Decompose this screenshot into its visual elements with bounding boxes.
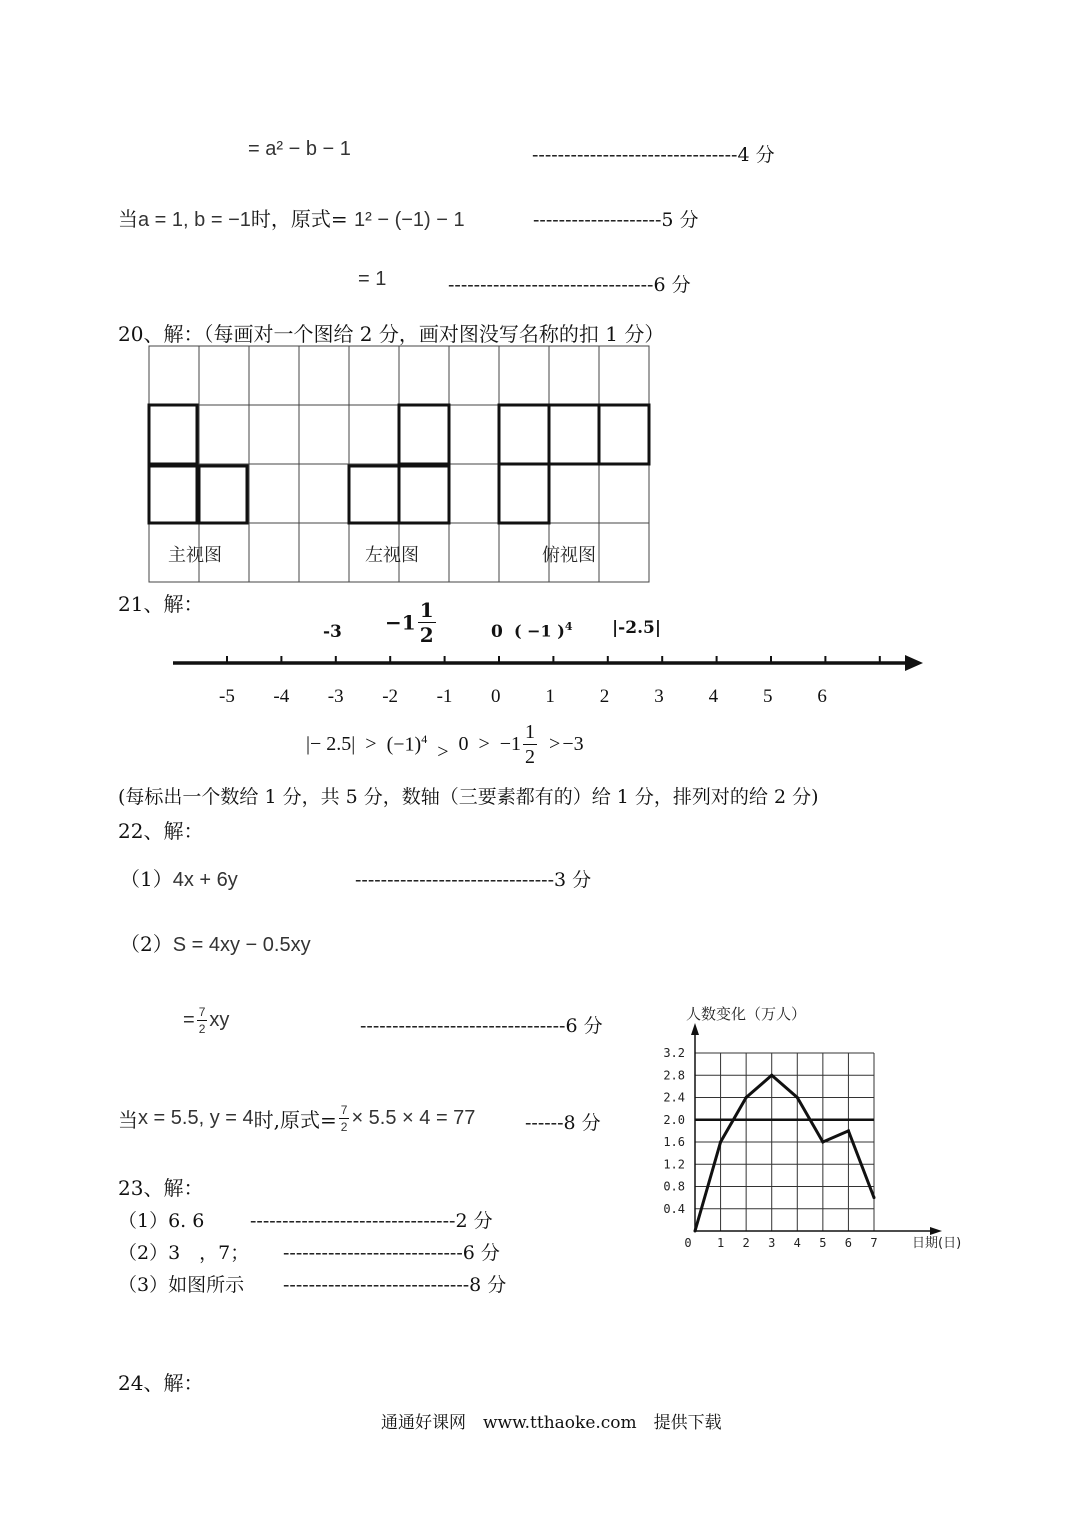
x-axis-arrow-icon [930, 1227, 942, 1235]
number-line-arrow-icon [905, 655, 923, 671]
chart-ylabel: 人数变化（万人） [686, 1005, 807, 1023]
y-tick-label: 3.2 [663, 1046, 685, 1060]
footer-text: 通通好课网 www.tthaoke.com 提供下载 [381, 1413, 722, 1433]
p22-part2: （2）S = 4xy − 0.5xy [120, 932, 311, 956]
p23-ans2-dash: ----------------------------6 分 [283, 1242, 500, 1264]
p22-heading: 22、解： [118, 819, 204, 843]
p19-line1-dash: --------------------------------4 分 [532, 144, 775, 166]
data-point [847, 1129, 850, 1132]
y-tick-label: 0.4 [663, 1201, 685, 1216]
number-line-tick-label: 1 [545, 686, 555, 707]
data-point [745, 1096, 748, 1099]
number-line-tick-label: 2 [599, 686, 610, 707]
data-point [694, 1230, 697, 1233]
label-top-view: 俯视图 [542, 545, 596, 566]
number-line-tick-label: 5 [763, 686, 773, 707]
left-view-square-2 [349, 466, 399, 523]
order-pow: $(-1)^4$ [386, 732, 428, 756]
y-tick-label: 2.4 [663, 1090, 685, 1105]
p23-ans3: （3）如图所示 [118, 1274, 245, 1296]
p21-order [306, 722, 584, 767]
label-left-view: 左视图 [365, 545, 419, 566]
left-view-square-3 [399, 466, 449, 523]
top-view-square-1 [499, 405, 549, 464]
p19-line2-dash: --------------------5 分 [533, 209, 699, 231]
x-tick-label: 0 [684, 1236, 692, 1250]
mark-neg-one-half: −1 $\frac{1}{2}$ [385, 598, 434, 647]
x-tick-label: 4 [793, 1236, 801, 1250]
p22-line4: 当x = 5.5, y = 4时,原式= $\frac{7}{2}$ × 5.5 × 4 = 77 [118, 1103, 476, 1134]
y-tick-label: 2.0 [663, 1112, 685, 1127]
top-view-square-4 [499, 464, 549, 523]
mark-abs-neg2-5: |-2.5| [612, 618, 661, 638]
x-tick-label: 2 [742, 1236, 750, 1250]
x-tick-label: 7 [870, 1236, 878, 1250]
mark-neg3: -3 [323, 622, 342, 642]
p22-line4-dash: ------8 分 [525, 1112, 601, 1134]
p22-part1: （1）4x + 6y [120, 867, 238, 891]
mark-neg1-pow4: ( −1 )$^4$ [514, 620, 573, 641]
order-mixed: −1 $\frac{1}{2}$ [499, 721, 536, 768]
p19-line2 [118, 203, 465, 232]
left-view-square-1 [399, 405, 449, 464]
order-zero: 0 [458, 733, 469, 755]
x-tick-label: 5 [819, 1236, 827, 1250]
x-tick-label: 1 [716, 1236, 725, 1250]
order-gt-4: > [549, 733, 561, 755]
p22-part3-dash: --------------------------------6 分 [360, 1015, 603, 1037]
p23-ans1-dash: --------------------------------2 分 [250, 1210, 493, 1232]
number-line-tick-label: -3 [327, 686, 344, 707]
label-front-view: 主视图 [168, 545, 222, 566]
front-view-square-2 [149, 466, 197, 523]
p19-line2-cond: a = 1, b = −1 [138, 209, 251, 231]
y-tick-label: 1.6 [663, 1135, 685, 1149]
p24-heading: 24、解： [118, 1371, 204, 1395]
x-tick-label: 6 [844, 1236, 853, 1250]
p23-heading: 23、解： [118, 1176, 204, 1200]
top-view-square-2 [549, 405, 599, 464]
number-line-tick-label: -5 [219, 686, 235, 707]
chart-xlabel: 日期(日) [912, 1236, 962, 1251]
p19-line2-pre: 当 [118, 207, 138, 231]
front-view-square-3 [199, 466, 247, 523]
series-line [695, 1075, 874, 1231]
p19-line3-dash: --------------------------------6 分 [448, 274, 691, 296]
data-point [770, 1074, 773, 1077]
number-line-tick-label: 4 [708, 686, 719, 707]
order-gt-3: > [478, 733, 490, 755]
number-line-tick-label: 6 [817, 686, 827, 707]
p22-part3: = $\frac{7}{2}$ xy [183, 1005, 230, 1036]
mark-zero: 0 [491, 622, 503, 642]
p23-ans2: （2）3 ，7； [118, 1242, 250, 1264]
p23-ans3-dash: -----------------------------8 分 [283, 1274, 507, 1296]
p21-note: (每标出一个数给 1 分，共 5 分，数轴（三要素都有的）给 1 分，排列对的给 2 分) [118, 786, 819, 808]
number-line-tick-label: 0 [491, 686, 501, 707]
y-tick-label: 2.8 [663, 1068, 685, 1083]
y-tick-label: 0.8 [663, 1179, 685, 1194]
order-last: −3 [562, 733, 584, 755]
number-line-tick-label: -2 [382, 686, 399, 707]
number-line [165, 650, 930, 680]
data-point [873, 1196, 876, 1199]
p20-heading: 20、解：（每画对一个图给 2 分，画对图没写名称的扣 1 分） [118, 322, 665, 346]
top-view-square-3 [599, 405, 649, 464]
number-line-tick-label: -1 [436, 686, 453, 707]
number-line-tick-label: -4 [273, 686, 290, 707]
number-line-tick-label: 3 [654, 686, 664, 707]
data-point [821, 1141, 824, 1144]
data-point [719, 1141, 722, 1144]
visitor-change-chart [640, 995, 980, 1260]
p22-part1-dash: -------------------------------3 分 [355, 869, 592, 891]
order-gt-2: > [437, 741, 449, 763]
p19-line1-expr: = a² − b − 1 [248, 138, 351, 160]
order-abs: |− 2.5| [306, 733, 356, 755]
p21-heading: 21、解： [118, 592, 204, 616]
p19-line2-expr: 1² − (−1) − 1 [354, 209, 465, 231]
y-tick-label: 1.2 [663, 1157, 685, 1172]
data-point [796, 1096, 799, 1099]
front-view-square-1 [149, 405, 197, 464]
p19-line3-expr: = 1 [358, 268, 387, 290]
y-axis-arrow-icon [691, 1023, 699, 1035]
order-gt-1: > [365, 733, 377, 755]
p19-line2-mid: 时，原式= [250, 207, 348, 231]
x-tick-label: 3 [768, 1236, 776, 1250]
p23-ans1: （1）6. 6 [118, 1210, 205, 1232]
